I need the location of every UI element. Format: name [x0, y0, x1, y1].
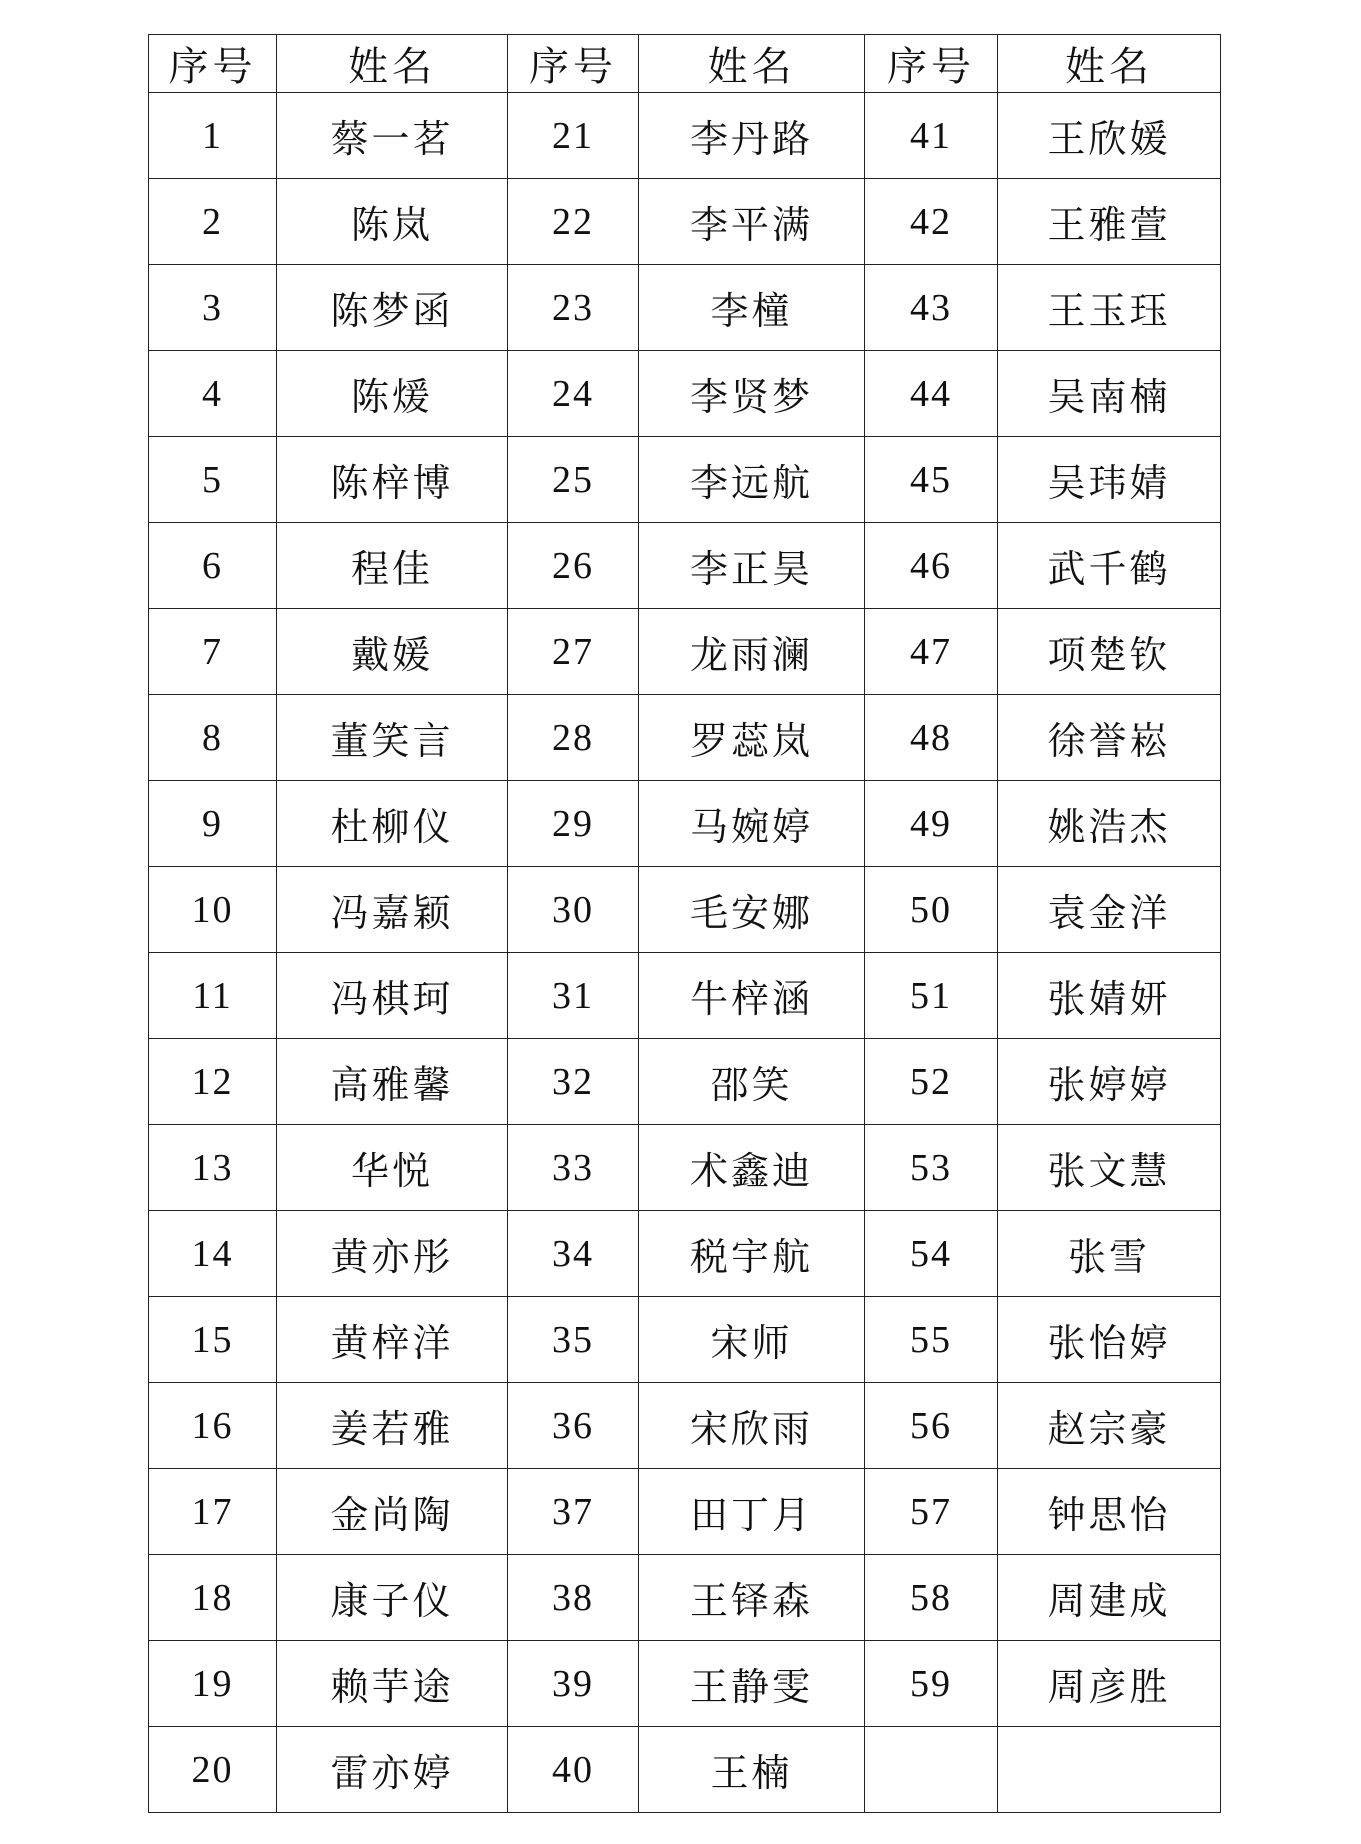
name-cell: 马婉婷	[639, 781, 865, 867]
table-row	[149, 1297, 1221, 1383]
serial-cell: 6	[149, 523, 277, 609]
serial-cell: 29	[508, 781, 639, 867]
table-row	[149, 695, 1221, 781]
serial-cell: 34	[508, 1211, 639, 1297]
name-cell: 张婷婷	[998, 1039, 1221, 1125]
name-cell: 周建成	[998, 1555, 1221, 1641]
name-cell: 金尚陶	[277, 1469, 508, 1555]
serial-cell: 16	[149, 1383, 277, 1469]
name-cell: 张婧妍	[998, 953, 1221, 1039]
name-cell	[998, 1727, 1221, 1813]
name-cell: 宋欣雨	[639, 1383, 865, 1469]
serial-cell: 45	[865, 437, 998, 523]
name-cell: 张文慧	[998, 1125, 1221, 1211]
table-row	[149, 953, 1221, 1039]
header-serial-2: 序号	[508, 35, 639, 93]
serial-cell: 38	[508, 1555, 639, 1641]
name-cell: 吴南楠	[998, 351, 1221, 437]
table-row	[149, 265, 1221, 351]
serial-cell: 11	[149, 953, 277, 1039]
name-cell: 李贤梦	[639, 351, 865, 437]
name-cell: 罗蕊岚	[639, 695, 865, 781]
serial-cell: 43	[865, 265, 998, 351]
serial-cell: 21	[508, 93, 639, 179]
name-cell: 陈梓博	[277, 437, 508, 523]
name-cell: 雷亦婷	[277, 1727, 508, 1813]
serial-cell: 59	[865, 1641, 998, 1727]
serial-cell: 30	[508, 867, 639, 953]
header-serial-1: 序号	[149, 35, 277, 93]
serial-cell: 20	[149, 1727, 277, 1813]
serial-cell: 33	[508, 1125, 639, 1211]
name-cell: 张怡婷	[998, 1297, 1221, 1383]
table-row	[149, 867, 1221, 953]
name-roster-table	[148, 34, 1221, 1813]
serial-cell: 39	[508, 1641, 639, 1727]
serial-cell: 15	[149, 1297, 277, 1383]
serial-cell: 12	[149, 1039, 277, 1125]
name-cell: 董笑言	[277, 695, 508, 781]
name-cell: 王静雯	[639, 1641, 865, 1727]
table-row	[149, 609, 1221, 695]
table-row	[149, 1039, 1221, 1125]
serial-cell: 41	[865, 93, 998, 179]
name-cell: 程佳	[277, 523, 508, 609]
serial-cell: 55	[865, 1297, 998, 1383]
serial-cell: 44	[865, 351, 998, 437]
serial-cell: 40	[508, 1727, 639, 1813]
name-cell: 赖芋途	[277, 1641, 508, 1727]
name-cell: 戴媛	[277, 609, 508, 695]
serial-cell: 42	[865, 179, 998, 265]
name-cell: 王铎森	[639, 1555, 865, 1641]
serial-cell: 14	[149, 1211, 277, 1297]
serial-cell: 58	[865, 1555, 998, 1641]
serial-cell: 22	[508, 179, 639, 265]
name-cell: 姚浩杰	[998, 781, 1221, 867]
table-row	[149, 781, 1221, 867]
name-cell: 李平满	[639, 179, 865, 265]
roster-body	[149, 93, 1221, 1813]
serial-cell: 36	[508, 1383, 639, 1469]
serial-cell: 26	[508, 523, 639, 609]
serial-cell: 2	[149, 179, 277, 265]
serial-cell: 48	[865, 695, 998, 781]
name-cell: 徐誉崧	[998, 695, 1221, 781]
name-cell: 王雅萱	[998, 179, 1221, 265]
header-name-1: 姓名	[277, 35, 508, 93]
name-cell: 陈煖	[277, 351, 508, 437]
table-row	[149, 1211, 1221, 1297]
serial-cell: 19	[149, 1641, 277, 1727]
name-cell: 钟思怡	[998, 1469, 1221, 1555]
serial-cell: 54	[865, 1211, 998, 1297]
name-cell: 蔡一茗	[277, 93, 508, 179]
name-cell: 王玉珏	[998, 265, 1221, 351]
name-cell: 牛梓涵	[639, 953, 865, 1039]
serial-cell: 52	[865, 1039, 998, 1125]
name-cell: 陈梦函	[277, 265, 508, 351]
serial-cell: 32	[508, 1039, 639, 1125]
serial-cell: 7	[149, 609, 277, 695]
serial-cell: 28	[508, 695, 639, 781]
table-row	[149, 523, 1221, 609]
name-cell: 华悦	[277, 1125, 508, 1211]
header-name-3: 姓名	[998, 35, 1221, 93]
name-cell: 张雪	[998, 1211, 1221, 1297]
serial-cell: 25	[508, 437, 639, 523]
serial-cell: 3	[149, 265, 277, 351]
name-cell: 田丁月	[639, 1469, 865, 1555]
table-row	[149, 1383, 1221, 1469]
serial-cell: 5	[149, 437, 277, 523]
serial-cell: 18	[149, 1555, 277, 1641]
table-row	[149, 1469, 1221, 1555]
serial-cell: 47	[865, 609, 998, 695]
name-cell: 税宇航	[639, 1211, 865, 1297]
table-row	[149, 1555, 1221, 1641]
serial-cell: 23	[508, 265, 639, 351]
name-cell: 邵笑	[639, 1039, 865, 1125]
serial-cell: 9	[149, 781, 277, 867]
serial-cell: 50	[865, 867, 998, 953]
name-cell: 周彦胜	[998, 1641, 1221, 1727]
serial-cell: 27	[508, 609, 639, 695]
serial-cell: 4	[149, 351, 277, 437]
name-cell: 黄亦彤	[277, 1211, 508, 1297]
name-cell: 康子仪	[277, 1555, 508, 1641]
name-cell: 姜若雅	[277, 1383, 508, 1469]
name-cell: 项楚钦	[998, 609, 1221, 695]
header-row	[149, 35, 1221, 93]
serial-cell: 24	[508, 351, 639, 437]
serial-cell: 46	[865, 523, 998, 609]
table-row	[149, 1641, 1221, 1727]
serial-cell: 10	[149, 867, 277, 953]
table-row	[149, 1125, 1221, 1211]
name-cell: 王楠	[639, 1727, 865, 1813]
name-cell: 吴玮婧	[998, 437, 1221, 523]
serial-cell: 1	[149, 93, 277, 179]
name-cell: 龙雨澜	[639, 609, 865, 695]
name-cell: 陈岚	[277, 179, 508, 265]
name-cell: 武千鹤	[998, 523, 1221, 609]
serial-cell: 51	[865, 953, 998, 1039]
serial-cell: 31	[508, 953, 639, 1039]
table-row	[149, 1727, 1221, 1813]
name-cell: 李橦	[639, 265, 865, 351]
table-row	[149, 93, 1221, 179]
table-row	[149, 351, 1221, 437]
name-cell: 宋师	[639, 1297, 865, 1383]
serial-cell: 35	[508, 1297, 639, 1383]
name-cell: 杜柳仪	[277, 781, 508, 867]
header-name-2: 姓名	[639, 35, 865, 93]
serial-cell: 57	[865, 1469, 998, 1555]
serial-cell: 56	[865, 1383, 998, 1469]
serial-cell: 49	[865, 781, 998, 867]
serial-cell: 8	[149, 695, 277, 781]
table-row	[149, 437, 1221, 523]
name-cell: 高雅馨	[277, 1039, 508, 1125]
name-cell: 李丹路	[639, 93, 865, 179]
name-cell: 袁金洋	[998, 867, 1221, 953]
table-row	[149, 179, 1221, 265]
name-cell: 冯嘉颖	[277, 867, 508, 953]
serial-cell: 53	[865, 1125, 998, 1211]
name-cell: 术鑫迪	[639, 1125, 865, 1211]
name-cell: 王欣媛	[998, 93, 1221, 179]
name-cell: 冯棋珂	[277, 953, 508, 1039]
serial-cell: 13	[149, 1125, 277, 1211]
name-cell: 李远航	[639, 437, 865, 523]
serial-cell	[865, 1727, 998, 1813]
name-cell: 李正昊	[639, 523, 865, 609]
serial-cell: 17	[149, 1469, 277, 1555]
header-serial-3: 序号	[865, 35, 998, 93]
name-cell: 黄梓洋	[277, 1297, 508, 1383]
serial-cell: 37	[508, 1469, 639, 1555]
name-cell: 赵宗豪	[998, 1383, 1221, 1469]
name-cell: 毛安娜	[639, 867, 865, 953]
